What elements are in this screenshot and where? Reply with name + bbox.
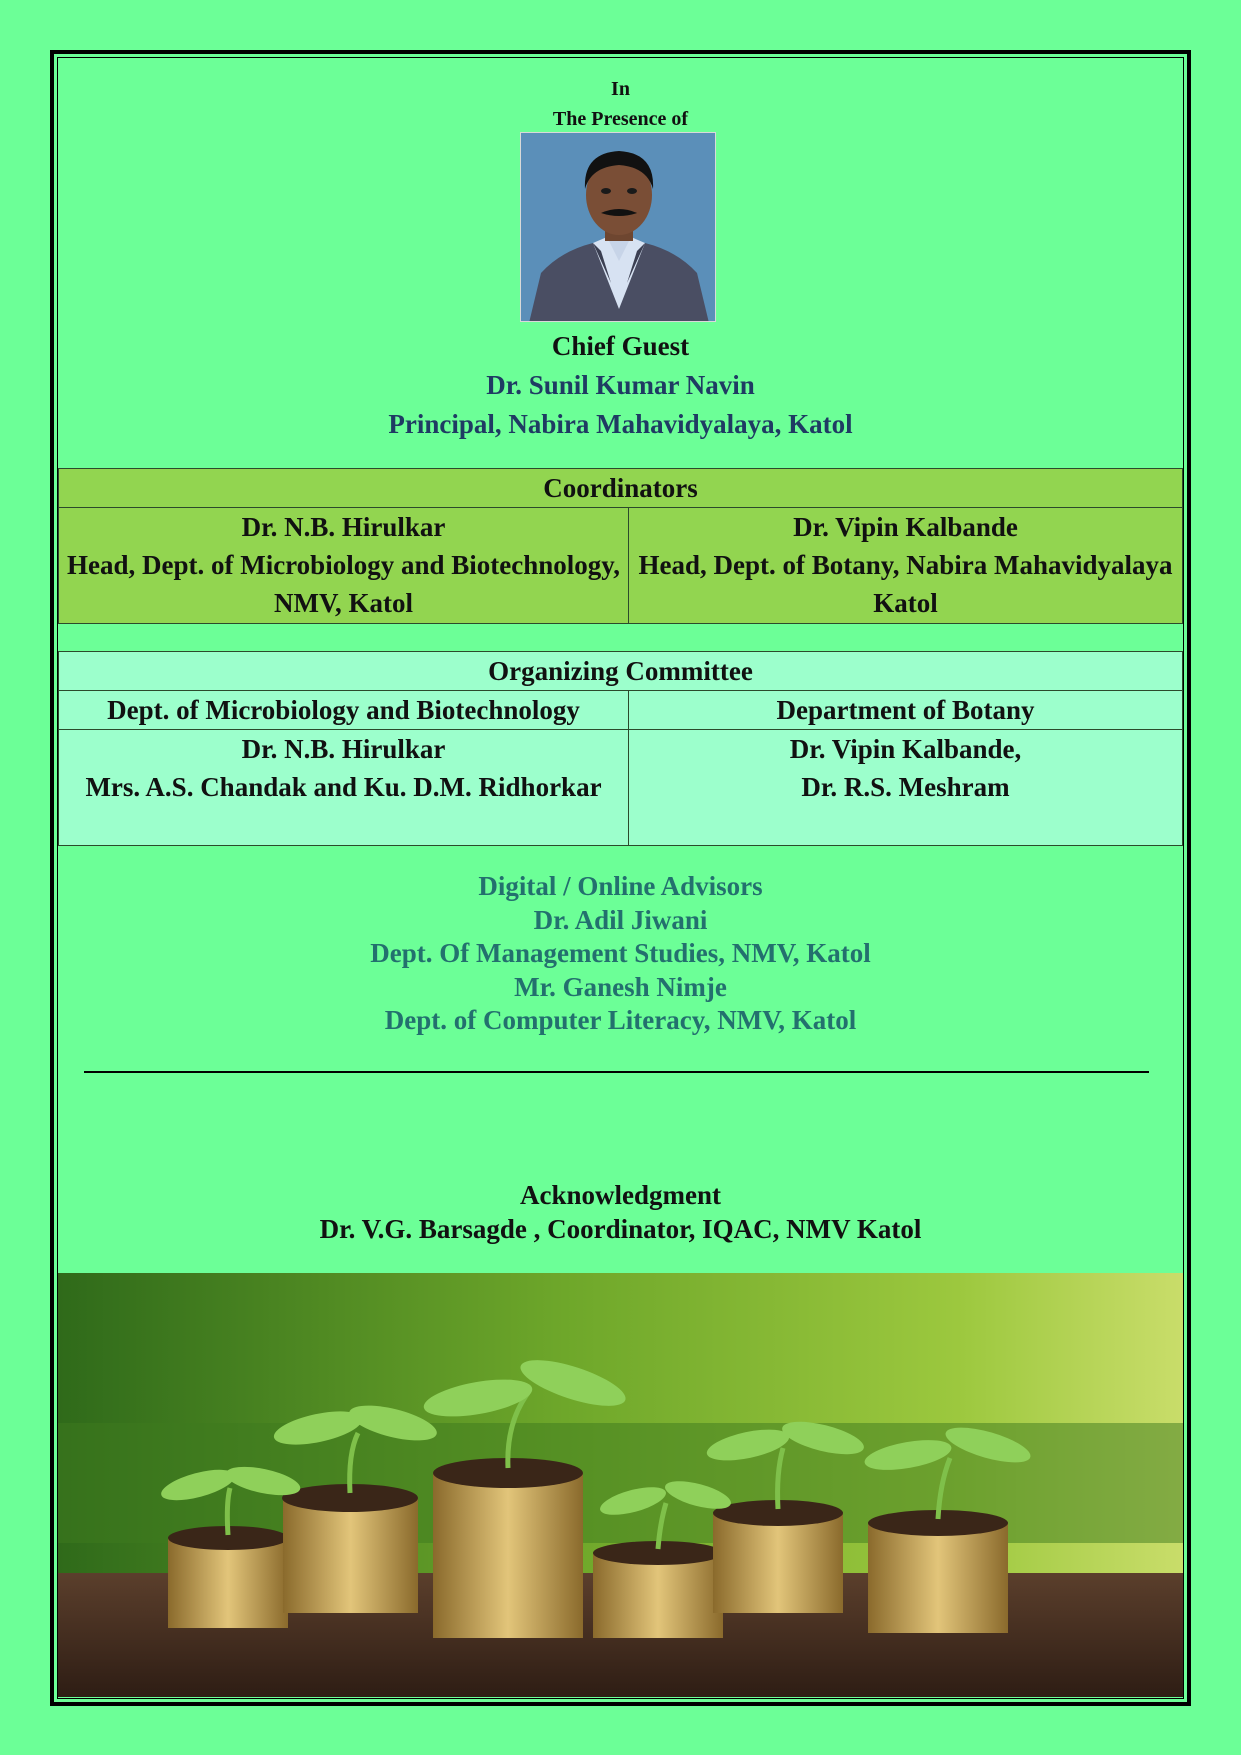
- advisor-dept-2: Dept. of Computer Literacy, NMV, Katol: [384, 1005, 857, 1035]
- coordinator-left-name: Dr. N.B. Hirulkar: [241, 512, 446, 542]
- coordinators-table: [58, 468, 1183, 624]
- advisor-dept-1: Dept. Of Management Studies, NMV, Katol: [370, 938, 871, 968]
- divider-line: [84, 1071, 1149, 1073]
- committee-right-dept: Department of Botany: [629, 691, 1183, 730]
- committee-left-member1: Dr. N.B. Hirulkar: [241, 734, 446, 764]
- advisors-section: [58, 870, 1183, 1038]
- committee-left-dept: Dept. of Microbiology and Biotechnology: [59, 691, 629, 730]
- advisor-name-2: Mr. Ganesh Nimje: [514, 971, 727, 1002]
- coordinators-heading: Coordinators: [59, 469, 1183, 508]
- presence-line-in: In: [611, 78, 630, 100]
- chief-guest-title: Chief Guest: [551, 331, 690, 361]
- committee-right-members: [629, 730, 1183, 846]
- acknowledgment-line: Dr. V.G. Barsagde , Coordinator, IQAC, NMV Katol: [319, 1214, 922, 1244]
- organizing-committee-table: [58, 651, 1183, 846]
- plants-coins-banner: [58, 1273, 1183, 1697]
- chief-guest-photo: [520, 132, 716, 322]
- committee-right-member2: Dr. R.S. Meshram: [801, 772, 1010, 802]
- chief-guest-name: Dr. Sunil Kumar Navin: [486, 370, 755, 400]
- coordinator-right: [629, 508, 1183, 624]
- chief-guest-role: Principal, Nabira Mahavidyalaya, Katol: [388, 409, 853, 439]
- presence-header: [58, 74, 1183, 134]
- committee-left-members: [59, 730, 629, 846]
- coordinator-left: [59, 508, 629, 624]
- coordinator-right-role: Head, Dept. of Botany, Nabira Mahavidyalaya Katol: [638, 550, 1173, 618]
- coordinator-right-name: Dr. Vipin Kalbande: [793, 512, 1018, 542]
- advisor-name-1: Dr. Adil Jiwani: [533, 904, 708, 935]
- advisors-heading: Digital / Online Advisors: [478, 871, 763, 901]
- presence-line-of: The Presence of: [552, 108, 689, 130]
- acknowledgment-heading: Acknowledgment: [520, 1180, 721, 1210]
- brochure-page: [58, 58, 1183, 1698]
- coordinator-left-role: Head, Dept. of Microbiology and Biotechnology, NMV, Katol: [66, 550, 620, 618]
- committee-heading: Organizing Committee: [59, 652, 1183, 691]
- committee-left-member2: Mrs. A.S. Chandak and Ku. D.M. Ridhorkar: [85, 772, 602, 802]
- committee-right-member1: Dr. Vipin Kalbande,: [789, 734, 1022, 764]
